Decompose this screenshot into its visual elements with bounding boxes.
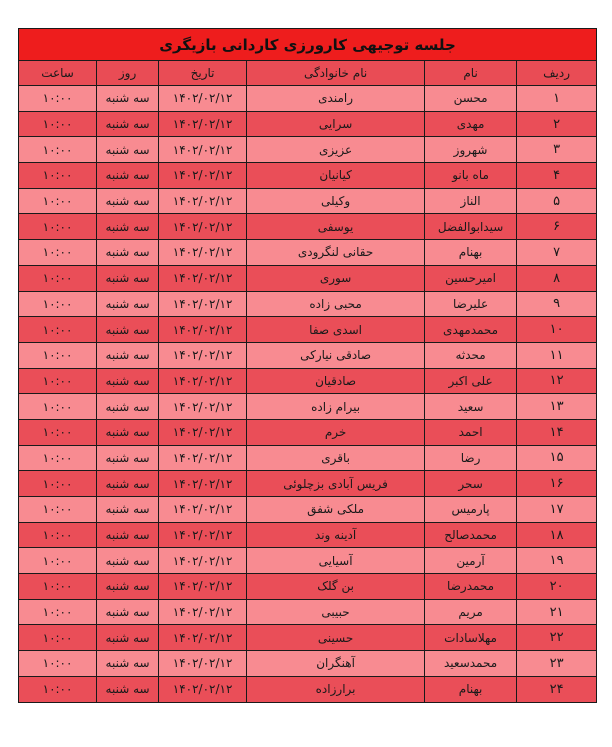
table-row bbox=[19, 86, 597, 112]
cell-index: ۱۷ bbox=[517, 497, 597, 523]
cell-last-name: سوری bbox=[247, 265, 425, 291]
cell-first-name: محمدمهدی bbox=[425, 317, 517, 343]
cell-first-name: امیرحسین bbox=[425, 265, 517, 291]
cell-time: ۱۰:۰۰ bbox=[19, 240, 97, 266]
cell-date: ۱۴۰۲/۰۲/۱۲ bbox=[159, 471, 247, 497]
cell-index: ۱۹ bbox=[517, 548, 597, 574]
cell-time: ۱۰:۰۰ bbox=[19, 574, 97, 600]
cell-time: ۱۰:۰۰ bbox=[19, 522, 97, 548]
cell-index: ۱۸ bbox=[517, 522, 597, 548]
cell-date: ۱۴۰۲/۰۲/۱۲ bbox=[159, 651, 247, 677]
cell-index: ۲۳ bbox=[517, 651, 597, 677]
cell-date: ۱۴۰۲/۰۲/۱۲ bbox=[159, 163, 247, 189]
cell-last-name: عزیزی bbox=[247, 137, 425, 163]
schedule-table bbox=[18, 28, 597, 703]
cell-last-name: صادقی نیارکی bbox=[247, 342, 425, 368]
table-row bbox=[19, 111, 597, 137]
header-row bbox=[19, 61, 597, 86]
cell-date: ۱۴۰۲/۰۲/۱۲ bbox=[159, 317, 247, 343]
table-row bbox=[19, 394, 597, 420]
cell-day: سه شنبه bbox=[97, 317, 159, 343]
table-row bbox=[19, 214, 597, 240]
cell-first-name: محسن bbox=[425, 86, 517, 112]
table-row bbox=[19, 651, 597, 677]
table-row bbox=[19, 163, 597, 189]
cell-time: ۱۰:۰۰ bbox=[19, 86, 97, 112]
cell-day: سه شنبه bbox=[97, 574, 159, 600]
cell-index: ۳ bbox=[517, 137, 597, 163]
cell-time: ۱۰:۰۰ bbox=[19, 445, 97, 471]
cell-time: ۱۰:۰۰ bbox=[19, 368, 97, 394]
table-row bbox=[19, 265, 597, 291]
cell-time: ۱۰:۰۰ bbox=[19, 291, 97, 317]
cell-time: ۱۰:۰۰ bbox=[19, 111, 97, 137]
cell-last-name: خرم bbox=[247, 419, 425, 445]
cell-date: ۱۴۰۲/۰۲/۱۲ bbox=[159, 86, 247, 112]
cell-time: ۱۰:۰۰ bbox=[19, 214, 97, 240]
cell-index: ۱۱ bbox=[517, 342, 597, 368]
cell-time: ۱۰:۰۰ bbox=[19, 676, 97, 702]
header-index: ردیف bbox=[517, 61, 597, 86]
cell-day: سه شنبه bbox=[97, 291, 159, 317]
cell-last-name: حقانی لنگرودی bbox=[247, 240, 425, 266]
cell-first-name: بهنام bbox=[425, 240, 517, 266]
table-row bbox=[19, 625, 597, 651]
title-row bbox=[19, 29, 597, 61]
table-row bbox=[19, 522, 597, 548]
cell-day: سه شنبه bbox=[97, 368, 159, 394]
cell-day: سه شنبه bbox=[97, 676, 159, 702]
cell-first-name: محمدصالح bbox=[425, 522, 517, 548]
table-row bbox=[19, 240, 597, 266]
table-row bbox=[19, 419, 597, 445]
cell-first-name: مریم bbox=[425, 599, 517, 625]
table-row bbox=[19, 188, 597, 214]
cell-date: ۱۴۰۲/۰۲/۱۲ bbox=[159, 599, 247, 625]
cell-last-name: برارزاده bbox=[247, 676, 425, 702]
cell-day: سه شنبه bbox=[97, 548, 159, 574]
cell-time: ۱۰:۰۰ bbox=[19, 265, 97, 291]
cell-date: ۱۴۰۲/۰۲/۱۲ bbox=[159, 419, 247, 445]
cell-day: سه شنبه bbox=[97, 265, 159, 291]
cell-first-name: رضا bbox=[425, 445, 517, 471]
cell-last-name: رامندی bbox=[247, 86, 425, 112]
cell-first-name: محمدسعید bbox=[425, 651, 517, 677]
cell-last-name: ملکی شفق bbox=[247, 497, 425, 523]
cell-first-name: بهنام bbox=[425, 676, 517, 702]
header-day: روز bbox=[97, 61, 159, 86]
cell-index: ۱۰ bbox=[517, 317, 597, 343]
cell-date: ۱۴۰۲/۰۲/۱۲ bbox=[159, 291, 247, 317]
cell-time: ۱۰:۰۰ bbox=[19, 497, 97, 523]
cell-index: ۱۶ bbox=[517, 471, 597, 497]
cell-first-name: علیرضا bbox=[425, 291, 517, 317]
cell-last-name: حسینی bbox=[247, 625, 425, 651]
cell-first-name: پارمیس bbox=[425, 497, 517, 523]
cell-time: ۱۰:۰۰ bbox=[19, 342, 97, 368]
cell-first-name: محدثه bbox=[425, 342, 517, 368]
cell-date: ۱۴۰۲/۰۲/۱۲ bbox=[159, 368, 247, 394]
cell-index: ۲ bbox=[517, 111, 597, 137]
cell-time: ۱۰:۰۰ bbox=[19, 625, 97, 651]
cell-day: سه شنبه bbox=[97, 651, 159, 677]
cell-date: ۱۴۰۲/۰۲/۱۲ bbox=[159, 445, 247, 471]
table-row bbox=[19, 445, 597, 471]
table-row bbox=[19, 599, 597, 625]
table-row bbox=[19, 137, 597, 163]
cell-index: ۸ bbox=[517, 265, 597, 291]
table-row bbox=[19, 676, 597, 702]
cell-date: ۱۴۰۲/۰۲/۱۲ bbox=[159, 111, 247, 137]
cell-time: ۱۰:۰۰ bbox=[19, 651, 97, 677]
cell-day: سه شنبه bbox=[97, 522, 159, 548]
cell-index: ۱۳ bbox=[517, 394, 597, 420]
cell-time: ۱۰:۰۰ bbox=[19, 419, 97, 445]
cell-first-name: مهلاسادات bbox=[425, 625, 517, 651]
cell-last-name: بن گلک bbox=[247, 574, 425, 600]
cell-date: ۱۴۰۲/۰۲/۱۲ bbox=[159, 214, 247, 240]
cell-date: ۱۴۰۲/۰۲/۱۲ bbox=[159, 548, 247, 574]
cell-day: سه شنبه bbox=[97, 86, 159, 112]
cell-date: ۱۴۰۲/۰۲/۱۲ bbox=[159, 137, 247, 163]
table-row bbox=[19, 317, 597, 343]
schedule-sheet bbox=[18, 28, 596, 703]
cell-first-name: شهروز bbox=[425, 137, 517, 163]
cell-first-name: آرمین bbox=[425, 548, 517, 574]
header-time: ساعت bbox=[19, 61, 97, 86]
cell-first-name: ماه بانو bbox=[425, 163, 517, 189]
table-row bbox=[19, 342, 597, 368]
cell-last-name: کیانیان bbox=[247, 163, 425, 189]
cell-time: ۱۰:۰۰ bbox=[19, 394, 97, 420]
cell-last-name: بیرام زاده bbox=[247, 394, 425, 420]
cell-last-name: باقری bbox=[247, 445, 425, 471]
cell-day: سه شنبه bbox=[97, 471, 159, 497]
cell-day: سه شنبه bbox=[97, 445, 159, 471]
cell-index: ۲۱ bbox=[517, 599, 597, 625]
table-row bbox=[19, 471, 597, 497]
cell-date: ۱۴۰۲/۰۲/۱۲ bbox=[159, 625, 247, 651]
cell-day: سه شنبه bbox=[97, 342, 159, 368]
cell-day: سه شنبه bbox=[97, 214, 159, 240]
cell-time: ۱۰:۰۰ bbox=[19, 137, 97, 163]
table-row bbox=[19, 548, 597, 574]
cell-time: ۱۰:۰۰ bbox=[19, 548, 97, 574]
cell-first-name: مهدی bbox=[425, 111, 517, 137]
cell-day: سه شنبه bbox=[97, 497, 159, 523]
cell-index: ۱ bbox=[517, 86, 597, 112]
cell-day: سه شنبه bbox=[97, 188, 159, 214]
table-title: جلسه توجیهی کارورزی کاردانی بازیگری bbox=[19, 29, 597, 61]
cell-index: ۲۴ bbox=[517, 676, 597, 702]
cell-index: ۲۲ bbox=[517, 625, 597, 651]
cell-last-name: آسیایی bbox=[247, 548, 425, 574]
cell-first-name: علی اکبر bbox=[425, 368, 517, 394]
cell-index: ۱۲ bbox=[517, 368, 597, 394]
header-first-name: نام bbox=[425, 61, 517, 86]
cell-last-name: آدینه وند bbox=[247, 522, 425, 548]
cell-index: ۱۵ bbox=[517, 445, 597, 471]
cell-date: ۱۴۰۲/۰۲/۱۲ bbox=[159, 574, 247, 600]
cell-index: ۷ bbox=[517, 240, 597, 266]
cell-date: ۱۴۰۲/۰۲/۱۲ bbox=[159, 342, 247, 368]
cell-first-name: سحر bbox=[425, 471, 517, 497]
cell-date: ۱۴۰۲/۰۲/۱۲ bbox=[159, 265, 247, 291]
cell-date: ۱۴۰۲/۰۲/۱۲ bbox=[159, 497, 247, 523]
table-row bbox=[19, 291, 597, 317]
cell-last-name: فریس آبادی بزچلوئی bbox=[247, 471, 425, 497]
cell-day: سه شنبه bbox=[97, 394, 159, 420]
table-body bbox=[19, 86, 597, 703]
cell-date: ۱۴۰۲/۰۲/۱۲ bbox=[159, 522, 247, 548]
cell-day: سه شنبه bbox=[97, 419, 159, 445]
cell-last-name: محبی زاده bbox=[247, 291, 425, 317]
cell-day: سه شنبه bbox=[97, 111, 159, 137]
cell-day: سه شنبه bbox=[97, 137, 159, 163]
cell-date: ۱۴۰۲/۰۲/۱۲ bbox=[159, 240, 247, 266]
cell-index: ۱۴ bbox=[517, 419, 597, 445]
cell-day: سه شنبه bbox=[97, 163, 159, 189]
cell-date: ۱۴۰۲/۰۲/۱۲ bbox=[159, 676, 247, 702]
cell-date: ۱۴۰۲/۰۲/۱۲ bbox=[159, 394, 247, 420]
cell-first-name: الناز bbox=[425, 188, 517, 214]
cell-time: ۱۰:۰۰ bbox=[19, 471, 97, 497]
cell-time: ۱۰:۰۰ bbox=[19, 188, 97, 214]
cell-index: ۵ bbox=[517, 188, 597, 214]
cell-first-name: محمدرضا bbox=[425, 574, 517, 600]
cell-day: سه شنبه bbox=[97, 599, 159, 625]
cell-time: ۱۰:۰۰ bbox=[19, 317, 97, 343]
cell-first-name: سعید bbox=[425, 394, 517, 420]
cell-last-name: یوسفی bbox=[247, 214, 425, 240]
table-row bbox=[19, 574, 597, 600]
cell-last-name: آهنگران bbox=[247, 651, 425, 677]
header-last-name: نام خانوادگی bbox=[247, 61, 425, 86]
cell-first-name: احمد bbox=[425, 419, 517, 445]
cell-last-name: حبیبی bbox=[247, 599, 425, 625]
cell-index: ۶ bbox=[517, 214, 597, 240]
cell-last-name: صادقیان bbox=[247, 368, 425, 394]
cell-index: ۴ bbox=[517, 163, 597, 189]
cell-day: سه شنبه bbox=[97, 240, 159, 266]
cell-last-name: اسدی صفا bbox=[247, 317, 425, 343]
cell-date: ۱۴۰۲/۰۲/۱۲ bbox=[159, 188, 247, 214]
cell-last-name: وکیلی bbox=[247, 188, 425, 214]
cell-time: ۱۰:۰۰ bbox=[19, 599, 97, 625]
cell-last-name: سرایی bbox=[247, 111, 425, 137]
cell-day: سه شنبه bbox=[97, 625, 159, 651]
cell-first-name: سیدابوالفضل bbox=[425, 214, 517, 240]
cell-index: ۲۰ bbox=[517, 574, 597, 600]
cell-time: ۱۰:۰۰ bbox=[19, 163, 97, 189]
table-row bbox=[19, 368, 597, 394]
header-date: تاریخ bbox=[159, 61, 247, 86]
cell-index: ۹ bbox=[517, 291, 597, 317]
table-row bbox=[19, 497, 597, 523]
